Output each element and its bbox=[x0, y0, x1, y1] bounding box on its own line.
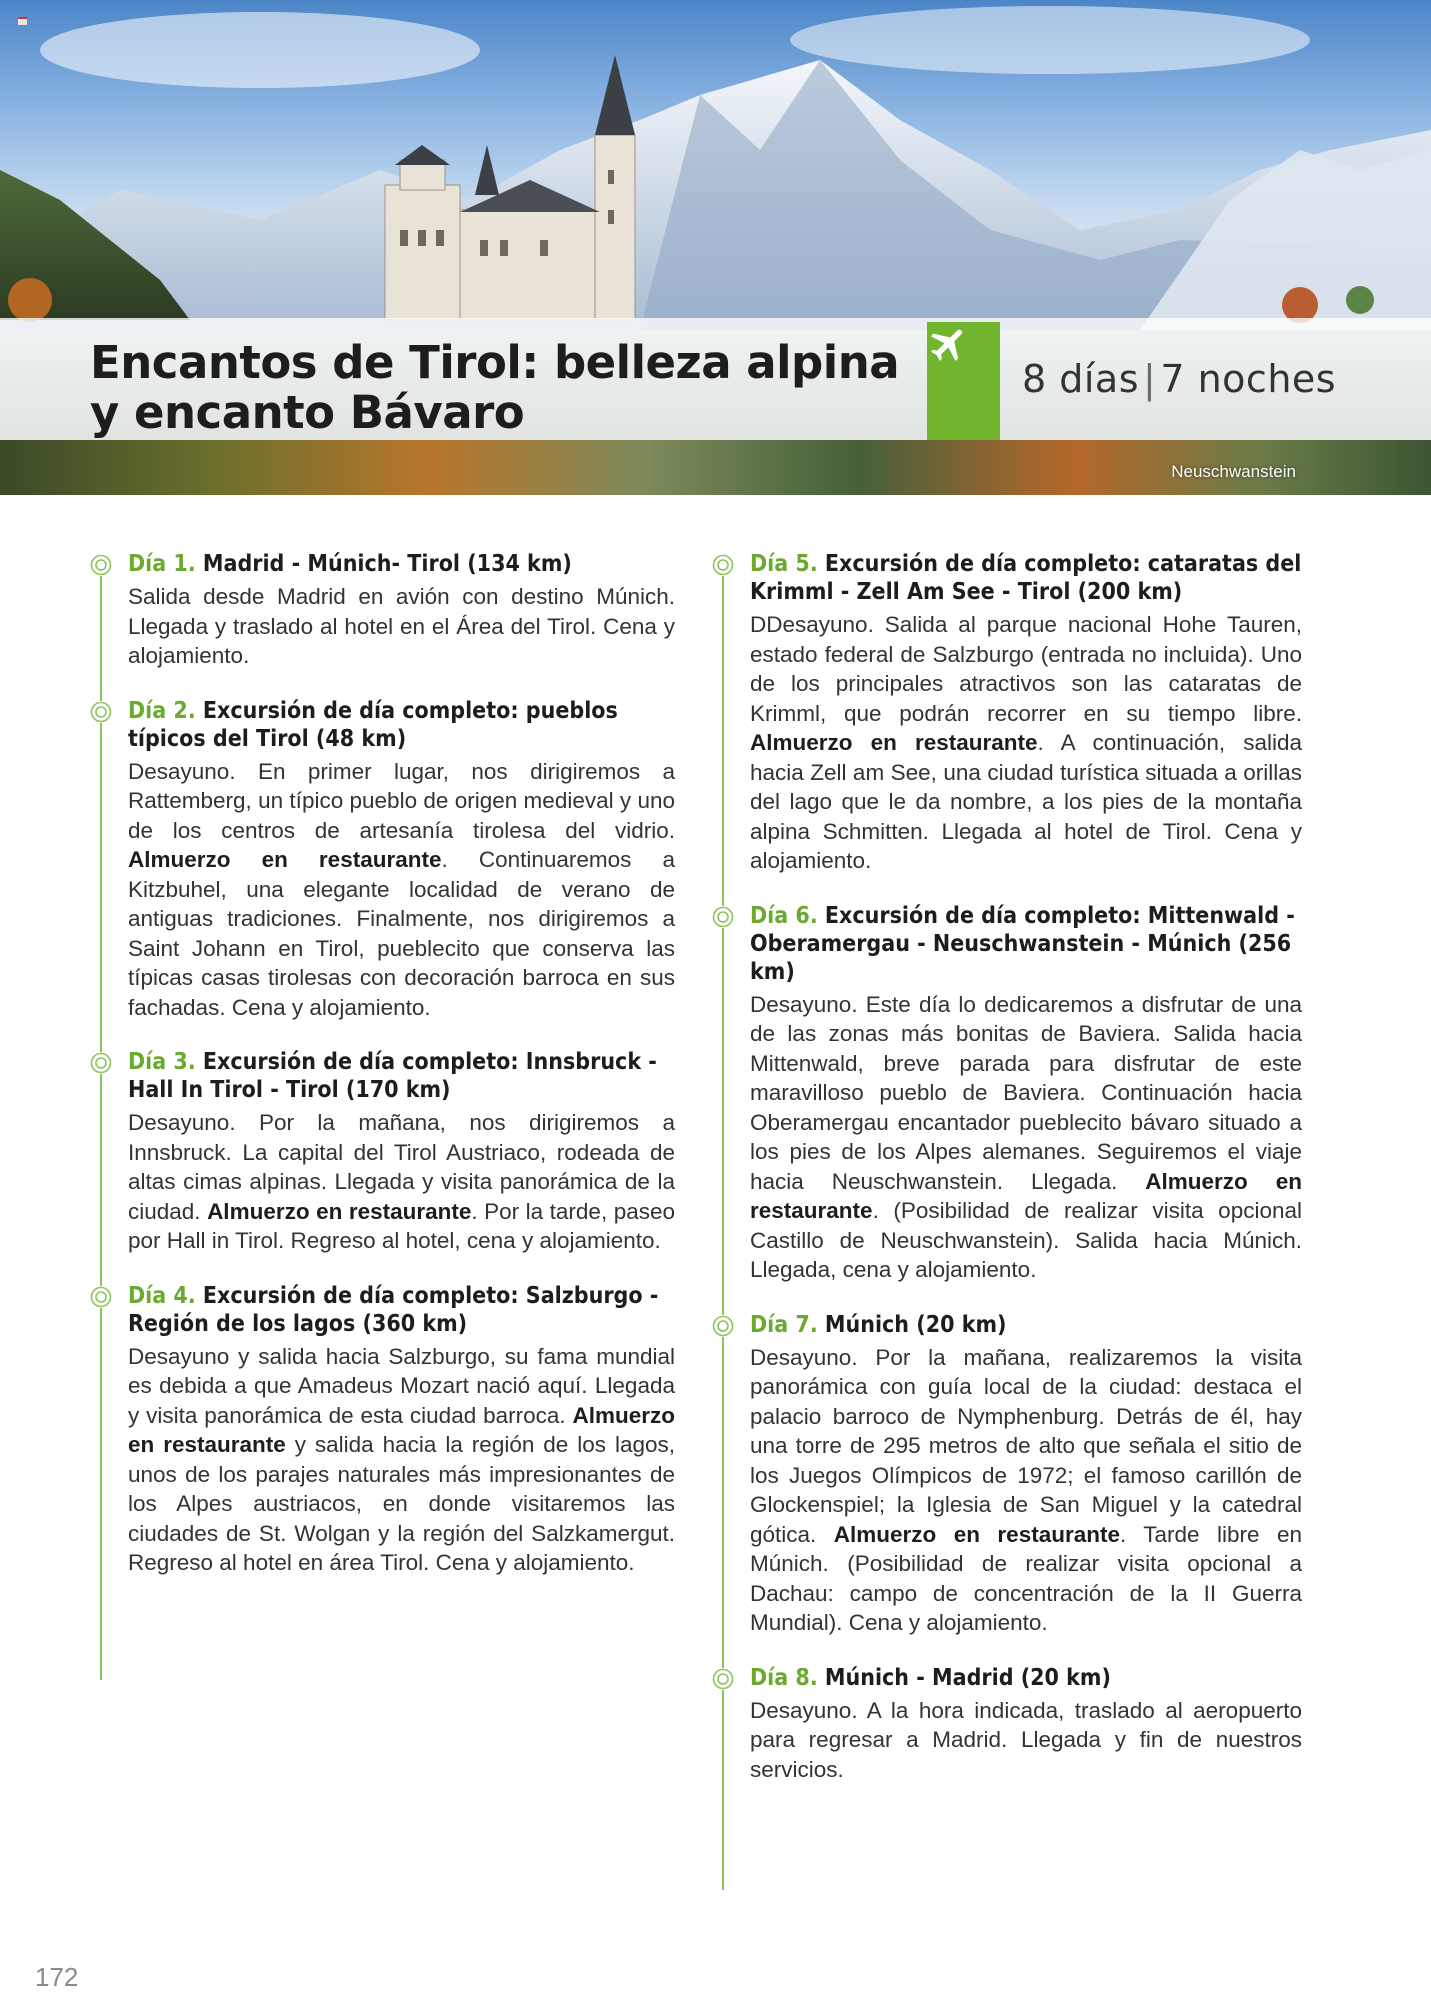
day-label: Día 3. bbox=[128, 1049, 196, 1075]
day-description bbox=[750, 1696, 1302, 1785]
description-text: . A continuación, salida hacia Zell am See, una ciudad turística situada a orillas del lago que le da nombre, a los pies de la montaña alpina Schmitten. Llegada al hotel de Tirol. Cena y alojamiento. bbox=[750, 730, 1302, 873]
day-heading bbox=[128, 697, 675, 753]
day-heading bbox=[750, 550, 1302, 606]
day-label: Día 1. bbox=[128, 551, 196, 577]
itinerary-day bbox=[90, 1282, 675, 1578]
meal-highlight: Almuerzo en restaurante bbox=[207, 1198, 472, 1224]
day-heading bbox=[750, 1664, 1302, 1692]
description-text: . Continuaremos a Kitzbuhel, una elegante localidad de verano de antiguas tradiciones. Finalmente, nos dirigiremos a Saint Johann en Tirol, pueblecito que conserva las típicas casas tirolesas con decoración barroca en sus fachadas. Cena y alojamiento. bbox=[128, 847, 675, 1020]
description-text: Desayuno y salida hacia Salzburgo, su fama mundial es debida a que Amadeus Mozart nació aquí. Llegada y visita panorámica de esta ciudad barroca. bbox=[128, 1343, 675, 1428]
description-text: . (Posibilidad de realizar visita opcional Castillo de Neuschwanstein). Salida hacia Múnich. Llegada, cena y alojamiento. bbox=[750, 1198, 1302, 1282]
timeline-bullet-icon bbox=[712, 1668, 734, 1690]
timeline-bullet-icon bbox=[90, 701, 112, 723]
day-title: Múnich - Madrid (20 km) bbox=[824, 1664, 1111, 1691]
day-title: Excursión de día completo: pueblos típicos del Tirol (48 km) bbox=[128, 697, 618, 752]
page-title bbox=[90, 338, 899, 438]
day-title: Excursión de día completo: Mittenwald - Oberamergau - Neuschwanstein - Múnich (256 km) bbox=[750, 902, 1295, 985]
day-heading bbox=[750, 1311, 1302, 1339]
day-title: Múnich (20 km) bbox=[824, 1311, 1007, 1338]
day-label: Día 4. bbox=[128, 1282, 196, 1309]
description-text: Desayuno. Por la mañana, nos dirigiremos a Innsbruck. La capital del Tirol Austriaco, rodeada de altas cimas alpinas. Llegada y visita panorámica de la ciudad. bbox=[128, 1110, 675, 1224]
day-description bbox=[128, 1342, 675, 1578]
trip-duration bbox=[1022, 357, 1336, 401]
title-line-2: y encanto Bávaro bbox=[90, 386, 525, 439]
airplane-icon bbox=[927, 322, 971, 366]
description-text: Desayuno. Este día lo dedicaremos a disfrutar de una de las zonas más bonitas de Baviera. Salida hacia Mittenwald, breve parada para disfrutar de este maravilloso pueblo de Baviera. Continuación hacia Oberamergau encantador pueblecito bávaro situado a los pies de los Alpes alemanes. Seguiremos el viaje hacia Neuschwanstein. Llegada. bbox=[750, 991, 1302, 1194]
meal-highlight: Almuerzo en restaurante bbox=[128, 847, 442, 872]
description-text: . Tarde libre en Múnich. (Posibilidad de realizar visita opcional a Dachau: campo de concentración de la II Guerra Mundial). Cena y alojamiento. bbox=[750, 1521, 1303, 1635]
day-description bbox=[750, 990, 1302, 1285]
itinerary-column-right bbox=[712, 550, 1302, 1890]
day-label: Día 6. bbox=[750, 902, 818, 929]
day-label: Día 2. bbox=[128, 697, 196, 724]
meal-highlight: Almuerzo en restaurante bbox=[750, 730, 1038, 755]
day-heading bbox=[128, 1282, 675, 1338]
day-description bbox=[128, 757, 675, 1023]
day-heading bbox=[128, 550, 675, 578]
meal-highlight: Almuerzo en restaurante bbox=[833, 1521, 1120, 1547]
itinerary-day bbox=[90, 1048, 675, 1256]
itinerary-day bbox=[712, 1311, 1302, 1638]
description-text: y salida hacia la región de los lagos, unos de los parajes naturales más impresionantes de los Alpes austriacos, en donde visitaremos las ciudades de St. Wolgan y la región del Salzkamergut. Regreso al hotel en área Tirol. Cena y alojamiento. bbox=[128, 1432, 676, 1575]
timeline-bullet-icon bbox=[90, 554, 112, 576]
timeline-bullet-icon bbox=[712, 1315, 734, 1337]
timeline-bullet-icon bbox=[90, 1052, 112, 1074]
duration-separator: | bbox=[1143, 357, 1157, 401]
itinerary-day bbox=[90, 550, 675, 671]
duration-days: 8 días bbox=[1022, 357, 1140, 401]
description-text: Desayuno. Por la mañana, realizaremos la visita panorámica con guía local de la ciudad: destaca el palacio barroco de Nymphenburg. Detrás de él, hay una torre de 295 metros de alto que señala el sitio de los Juegos Olímpicos de 1972; el famoso carillón de Glockenspiel; la Iglesia de San Miguel y la catedral gótica. bbox=[750, 1344, 1302, 1547]
hero-banner bbox=[0, 0, 1431, 495]
itinerary-day bbox=[90, 697, 675, 1023]
description-text: . Por la tarde, paseo por Hall in Tirol. Regreso al hotel, cena y alojamiento. bbox=[128, 1198, 676, 1253]
timeline-bullet-icon bbox=[712, 554, 734, 576]
itinerary-day bbox=[712, 1664, 1302, 1785]
flag-icon bbox=[18, 17, 27, 25]
meal-highlight: Almuerzo en restaurante bbox=[750, 1168, 1302, 1223]
day-title: Excursión de día completo: cataratas del Krimml - Zell Am See - Tirol (200 km) bbox=[750, 551, 1302, 605]
transport-badge bbox=[927, 322, 1000, 442]
day-title: Excursión de día completo: Salzburgo - Región de los lagos (360 km) bbox=[128, 1282, 659, 1337]
timeline-bullet-icon bbox=[712, 906, 734, 928]
itinerary-column-left bbox=[90, 550, 675, 1680]
description-text: Salida desde Madrid en avión con destino Múnich. Llegada y traslado al hotel en el Área del Tirol. Cena y alojamiento. bbox=[128, 584, 675, 668]
day-heading bbox=[750, 902, 1302, 986]
title-line-1: Encantos de Tirol: belleza alpina bbox=[90, 336, 900, 389]
duration-nights: 7 noches bbox=[1160, 357, 1337, 401]
day-description bbox=[750, 1343, 1302, 1638]
timeline-bullet-icon bbox=[90, 1286, 112, 1308]
day-label: Día 7. bbox=[750, 1311, 818, 1338]
day-label: Día 8. bbox=[750, 1664, 818, 1691]
day-title: Excursión de día completo: Innsbruck - Hall In Tirol - Tirol (170 km) bbox=[128, 1049, 657, 1103]
day-description bbox=[128, 1108, 675, 1256]
photo-caption: Neuschwanstein bbox=[1171, 462, 1296, 481]
page-number: 172 bbox=[35, 1962, 79, 1992]
day-title: Madrid - Múnich- Tirol (134 km) bbox=[202, 551, 572, 577]
itinerary-day bbox=[712, 902, 1302, 1285]
meal-highlight: Almuerzo en restaurante bbox=[128, 1402, 675, 1457]
day-heading bbox=[128, 1048, 675, 1104]
day-description bbox=[750, 610, 1302, 876]
description-text: DDesayuno. Salida al parque nacional Hohe Tauren, estado federal de Salzburgo (entrada no incluida). Uno de los principales atractivos son las cataratas de Krimml, que podrán recorrer en su tiempo libre. bbox=[750, 612, 1302, 726]
day-label: Día 5. bbox=[750, 551, 818, 577]
day-description bbox=[128, 582, 675, 671]
description-text: Desayuno. En primer lugar, nos dirigiremos a Rattemberg, un típico pueblo de origen medieval y uno de los centros de artesanía tirolesa del vidrio. bbox=[128, 758, 675, 843]
description-text: Desayuno. A la hora indicada, traslado al aeropuerto para regresar a Madrid. Llegada y fin de nuestros servicios. bbox=[750, 1697, 1302, 1782]
itinerary-day bbox=[712, 550, 1302, 876]
